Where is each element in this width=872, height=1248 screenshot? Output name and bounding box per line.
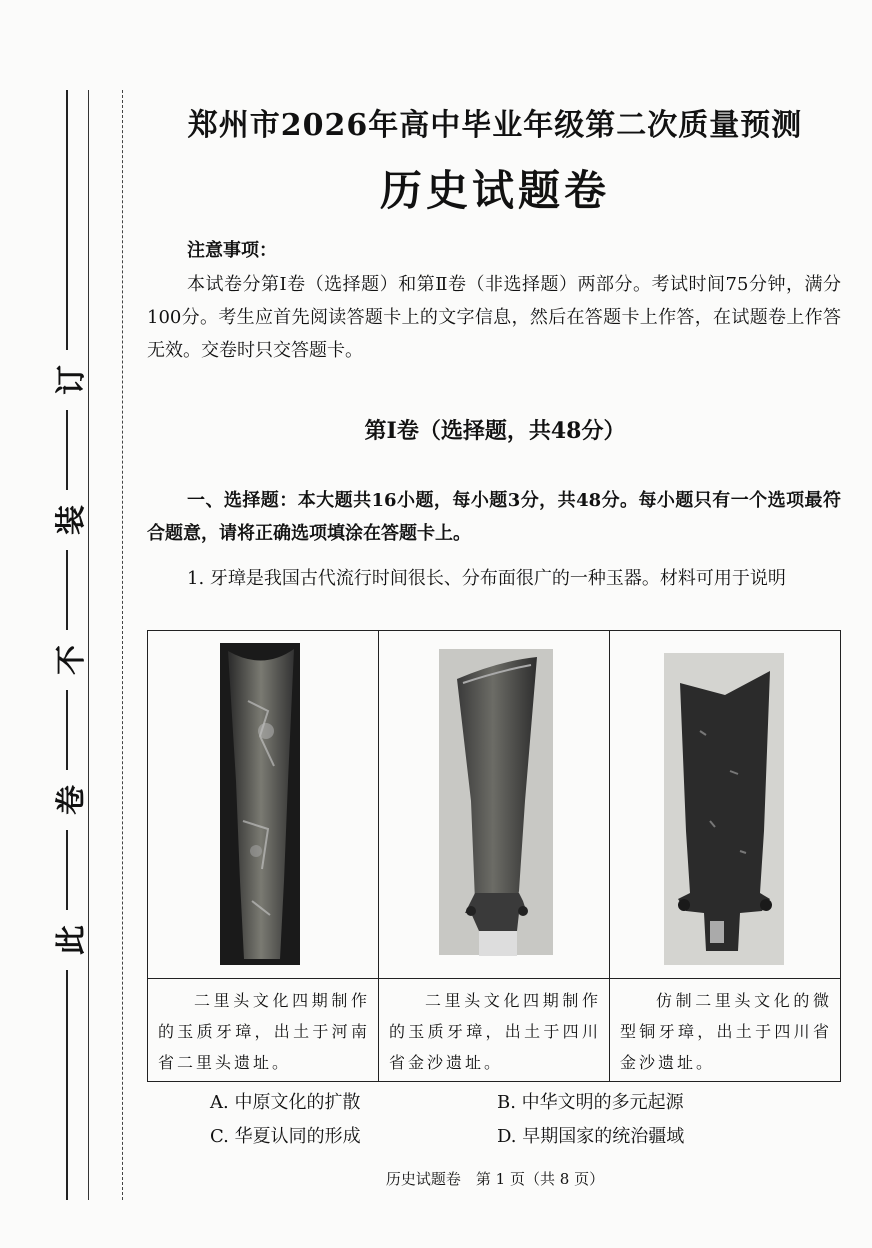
binding-dashed-line (122, 90, 123, 1200)
figure-caption-3: 仿制二里头文化的微型铜牙璋，出土于四川省金沙遗址。 (620, 991, 832, 1072)
figure-caption-1: 二里头文化四期制作的玉质牙璋，出土于河南省二里头遗址。 (158, 991, 370, 1072)
notes-body: 本试卷分第Ⅰ卷（选择题）和第Ⅱ卷（非选择题）两部分。考试时间75分钟，满分100分。考生应首先阅读答题卡上的文字信息，然后在答题卡上作答，在试题卷上作答无效。交卷时只交答题卡。 (147, 274, 841, 361)
choice-instructions: 一、选择题：本大题共16小题，每小题3分，共48分。每小题只有一个选项最符合题意，请将正确选项填涂在答题卡上。 (147, 490, 841, 544)
option-c: C. 华夏认同的形成 (210, 1126, 361, 1147)
figure-caption-2: 二里头文化四期制作的玉质牙璋，出土于四川省金沙遗址。 (389, 991, 601, 1072)
margin-rule (66, 970, 68, 1200)
figure-cell-3 (610, 631, 840, 1081)
margin-word-ding: 订 (48, 360, 88, 400)
binding-margin (30, 90, 90, 1200)
option-a: A. 中原文化的扩散 (210, 1092, 361, 1113)
margin-rule (66, 550, 68, 630)
figure-cell-2 (379, 631, 610, 1081)
margin-word-zhuang: 装 (48, 500, 88, 540)
figure-cell-1 (148, 631, 379, 1081)
margin-word-ci: 此 (48, 920, 88, 960)
notes-heading: 注意事项： (187, 240, 277, 261)
margin-word-bu: 不 (48, 640, 88, 680)
subject-title: 历史试题卷 (379, 166, 610, 215)
margin-word-juan: 卷 (48, 780, 88, 820)
question-1-stem: 1. 牙璋是我国古代流行时间很长、分布面很广的一种玉器。材料可用于说明 (187, 568, 786, 589)
margin-rule (66, 410, 68, 490)
margin-rule (66, 90, 68, 350)
bronze-yazhang-jinsha-image (610, 631, 840, 979)
option-b: B. 中华文明的多元起源 (497, 1092, 684, 1113)
figure-table (147, 630, 841, 1082)
exam-title: 郑州市2026年高中毕业年级第二次质量预测 (187, 108, 803, 143)
option-d: D. 早期国家的统治疆域 (497, 1126, 685, 1147)
jade-yazhang-jinsha-image (379, 631, 609, 979)
section-title: 第Ⅰ卷（选择题，共48分） (364, 418, 626, 444)
page-footer: 历史试题卷 第 1 页（共 8 页） (385, 1170, 605, 1188)
margin-rule (66, 830, 68, 910)
margin-rule (66, 690, 68, 770)
jade-yazhang-erlitou-image (148, 631, 378, 979)
